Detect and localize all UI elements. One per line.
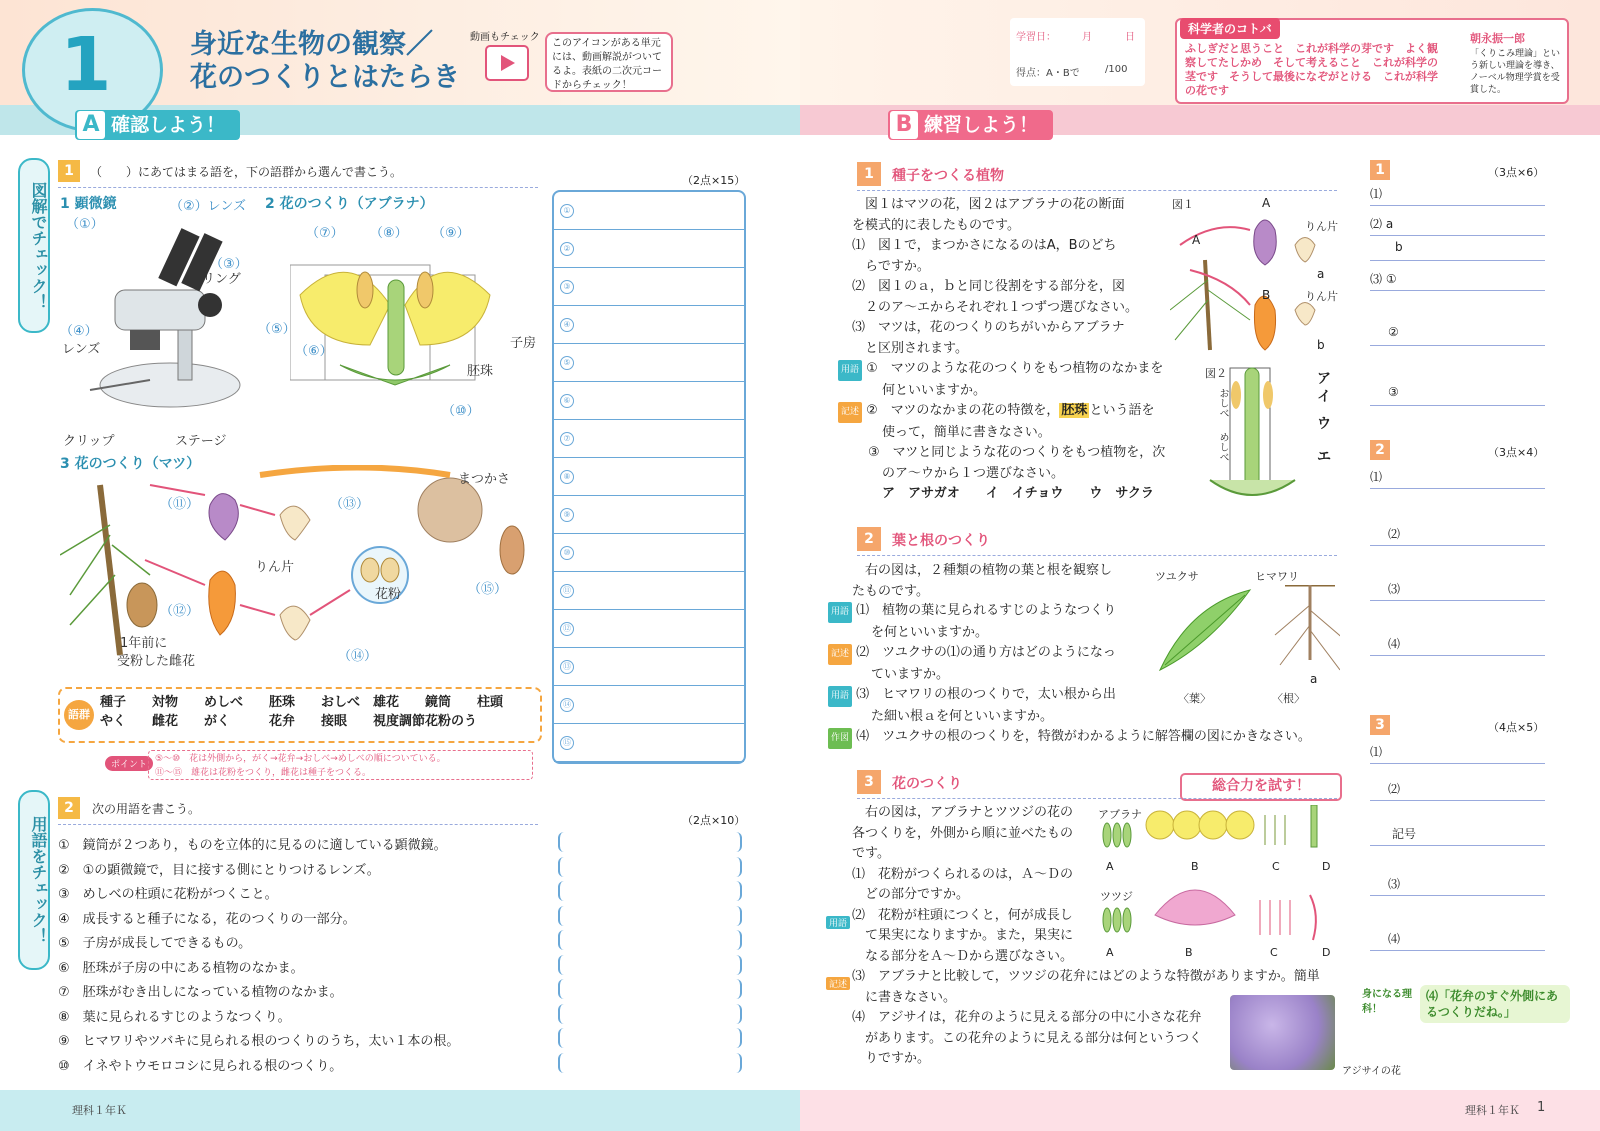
flower-parts-illustration — [1095, 805, 1335, 955]
answer-bracket[interactable] — [558, 832, 742, 852]
answer-row[interactable] — [554, 610, 744, 648]
b-q2-line: 右の図は，２種類の植物の葉と根を観察し — [852, 563, 1113, 578]
label-scale: りん片 — [255, 560, 295, 575]
answer-row[interactable] — [554, 420, 744, 458]
title-line-2: 花のつくりとはたらき — [190, 62, 460, 93]
label-15: （⑮） — [468, 582, 508, 597]
b-q1-choices: ア アサガオ イ イチョウ ウ サクラ — [882, 486, 1154, 501]
hint-tag: 身になる理科！ — [1362, 989, 1412, 1015]
term-question-text: ⑥ 胚珠が子房の中にある植物のなかま。 — [58, 960, 304, 976]
tag-term: 用語 — [838, 360, 862, 381]
b-q1-line: ⑶ マツは，花のつくりのちがいからアブラナ — [852, 320, 1125, 335]
word-bank-item: おしべ — [321, 695, 361, 710]
fig-label-pistil: めしべ — [1217, 432, 1228, 462]
answer-bracket[interactable] — [558, 930, 742, 950]
title-line-1: 身近な生物の観察／ — [190, 29, 433, 60]
term-question-text: ⑤ 子房が成長してできるもの。 — [58, 936, 252, 951]
date-score-box — [1010, 18, 1145, 86]
a-q2-text: 次の用語を書こう。 — [92, 802, 201, 816]
b-q1-line: と区別されます。 — [852, 340, 968, 356]
side-label-terms: 用語をチェック！ — [18, 790, 50, 970]
word-bank-item: 種子 — [100, 695, 127, 710]
word-bank-item: 接眼 — [321, 714, 348, 729]
answer-row-number: ⑤ — [560, 356, 574, 370]
term-question-text: ⑦ 胚珠がむき出しになっている植物のなかま。 — [58, 985, 343, 1000]
answer-line[interactable] — [1370, 290, 1545, 291]
fig3-title: 3 花のつくり（マツ） — [60, 456, 201, 472]
answer-line[interactable] — [1370, 845, 1545, 846]
answer-bracket[interactable] — [558, 1004, 742, 1024]
fig-label-a-kana: ア — [1317, 371, 1331, 387]
b-q2-item3: ⑶ ヒマワリの根のつくりで，太い根から出 — [856, 687, 1116, 702]
word-bank-list — [100, 693, 530, 731]
answer-row-label: ⑵ a — [1370, 217, 1394, 231]
answer-line[interactable] — [1370, 600, 1545, 601]
video-note: このアイコンがある単元には、動画解説がついてるよ。表紙の二次元コードからチェック！ — [545, 32, 673, 92]
b-q1-sub3b: のア～ウから１つ選びなさい。 — [882, 465, 1065, 481]
label-2: （②）レンズ — [170, 199, 246, 214]
footer-right: 理科１年Ｋ — [1465, 1104, 1520, 1117]
b-q1-sub1: ① マツのような花のつくりをもつ植物のなかまを — [866, 361, 1164, 376]
tag-term: 用語 — [828, 602, 852, 623]
b-q2-item4: ⑷ ツユクサの根のつくりを，特徴がわかるように解答欄の図にかきなさい。 — [856, 729, 1311, 744]
scientist-quote: ふしぎだと思うこと これが科学の芽です よく観察してたしかめ そして考えること これが科学の茎です そうして最後になぞがとける これが科学の花です — [1185, 42, 1438, 97]
answer-row-number: ⑦ — [560, 432, 574, 446]
answer-line[interactable] — [1370, 763, 1545, 764]
answer-bracket[interactable] — [558, 979, 742, 999]
answer-row[interactable] — [554, 534, 744, 572]
word-bank-tag: 語群 — [64, 700, 94, 730]
b-q1-sub2c: 使って，簡単に書きなさい。 — [882, 424, 1051, 440]
section-b-tab — [888, 110, 1053, 140]
label-13: （⑬） — [330, 497, 370, 512]
term-question-text: ② ①の顕微鏡で，目に接する側にとりつけるレンズ。 — [58, 862, 380, 878]
fig-root-caption: 〈根〉 — [1272, 692, 1305, 705]
fig-label-A: A — [1262, 196, 1271, 210]
hydrangea-caption: アジサイの花 — [1342, 1066, 1401, 1077]
answer-line[interactable] — [1370, 545, 1545, 546]
word-bank-item: 視度調節 — [373, 714, 426, 729]
b-q3-line: ⑷ アジサイは，花弁のように見える部分の中に小さな花弁 — [852, 1010, 1202, 1025]
b-q3-line: なる部分をＡ～Ｄから選びなさい。 — [852, 948, 1074, 964]
b-q2-line: たものです。 — [852, 583, 929, 599]
tag-term: 用語 — [826, 916, 850, 929]
fig-q3-C1: C — [1272, 860, 1280, 873]
b-q1-sub2a: ② マツのなかまの花の特徴を， — [866, 403, 1060, 418]
answer-row[interactable] — [554, 724, 744, 762]
answer-bracket[interactable] — [558, 906, 742, 926]
day-label: 日 — [1125, 32, 1135, 43]
term-question-row — [58, 1030, 459, 1049]
answer-line[interactable] — [1370, 405, 1545, 406]
fig1-title: 1 顕微鏡 — [60, 196, 117, 212]
tag-write: 記述 — [826, 977, 850, 990]
fig-q3-B2: B — [1185, 946, 1193, 959]
label-clip: クリップ — [63, 434, 115, 449]
answer-row-label: ② — [1388, 325, 1399, 339]
fig-q3-A1: A — [1106, 860, 1114, 873]
label-cone: まつかさ — [458, 472, 511, 487]
scientist-desc: 「くりこみ理論」という新しい理論を導き、ノーベル物理学賞を受賞した。 — [1470, 49, 1561, 95]
answer-box-a1 — [552, 190, 746, 764]
rapeseed-flower-illustration — [290, 235, 510, 405]
fig-tsutsuji: ツツジ — [1100, 890, 1133, 903]
answer-row-label: ③ — [1388, 385, 1399, 399]
answer-row-label: ⑶ — [1388, 877, 1401, 891]
label-5: （⑤） — [258, 322, 296, 337]
tab-label-b: 練習しよう！ — [924, 114, 1039, 136]
divider — [857, 798, 1337, 799]
point-note — [148, 750, 533, 780]
fig2-title: 2 花のつくり（アブラナ） — [265, 196, 434, 212]
fig-label-b: b — [1317, 338, 1325, 352]
b-q1-sub — [838, 359, 1178, 505]
unit-number: 1 — [60, 22, 112, 108]
page-title — [190, 28, 460, 94]
term-question-text: ⑨ ヒマワリやツバキに見られる根のつくりのうち，太い１本の根。 — [58, 1034, 460, 1049]
tag-write: 記述 — [828, 644, 852, 665]
tag-term-q3 — [826, 915, 850, 930]
fig-label-stamen: おしべ — [1217, 388, 1228, 418]
divider — [58, 824, 538, 825]
word-bank-item: 対物 — [152, 695, 179, 710]
b-q3-line: 各つくりを，外側から順に並べたもの — [852, 825, 1074, 841]
hint-bubble: ⑷「花弁のすぐ外側にあるつくりだね。」 — [1420, 985, 1570, 1023]
word-bank-item: 雌花 — [152, 714, 179, 729]
a-q1-number: 1 — [58, 160, 80, 182]
answer-row-label: ⑴ — [1370, 470, 1383, 484]
side-label-diagram: 図解でチェック！ — [18, 158, 50, 333]
term-question-text: ⑧ 葉に見られるすじのようなつくり。 — [58, 1009, 291, 1025]
fig-q3-C2: C — [1270, 946, 1278, 959]
term-question-text: ⑩ イネやトウモロコシに見られる根のつくり。 — [58, 1058, 343, 1074]
play-icon[interactable] — [485, 45, 529, 81]
answer-bracket[interactable] — [558, 1028, 742, 1048]
divider — [58, 187, 538, 188]
label-ovary: 子房 — [510, 336, 537, 351]
answer-row[interactable] — [554, 230, 744, 268]
label-7: （⑦） — [306, 226, 344, 241]
pine-rapeseed-diagram — [1170, 200, 1340, 520]
fig2-label: 図２ — [1205, 367, 1227, 380]
tab-letter-a: A — [77, 111, 105, 139]
fig-q3-B1: B — [1191, 860, 1199, 873]
b-q3-line: です。 — [852, 846, 890, 861]
point-line-1: ⑤～⑩ 花は外側から，がく→花弁→おしべ→めしべの順についている。 — [155, 754, 446, 764]
term-question-text: ③ めしべの柱頭に花粉がつくこと。 — [58, 887, 278, 902]
word-bank-item: 雄花 — [373, 695, 400, 710]
sogo-badge: 総合力を試す！ — [1180, 773, 1342, 801]
answer-row-label: ⑶ — [1388, 582, 1401, 596]
label-lens: レンズ — [62, 342, 101, 357]
b-q1-line: ⑴ 図１で，まつかさになるのはA，Bのどち — [852, 238, 1117, 253]
month-label: 月 — [1082, 32, 1092, 43]
date-label: 学習日： — [1016, 32, 1056, 43]
answer-row-number: ⑬ — [560, 660, 574, 674]
label-14: （⑭） — [338, 649, 378, 664]
fig-label-a: a — [1317, 267, 1325, 281]
tab-label-a: 確認しよう！ — [111, 114, 226, 136]
fig-q3-D2: D — [1322, 946, 1331, 959]
answer-row-number: ⑭ — [560, 698, 574, 712]
word-bank-item: 胚珠 — [269, 695, 296, 710]
b-q2-item1b: を何といいますか。 — [858, 624, 989, 640]
answer-line[interactable] — [1370, 205, 1545, 206]
answer-row-number: ⑪ — [560, 584, 574, 598]
word-bank-item: 鏡筒 — [425, 695, 452, 710]
b-q1-highlight: 胚珠 — [1061, 403, 1088, 418]
term-question-text: ① 鏡筒が２つあり，ものを立体的に見るのに適している顕微鏡。 — [58, 838, 447, 853]
answer-row-number: ⑩ — [560, 546, 574, 560]
answer-bracket[interactable] — [558, 1053, 742, 1073]
tag-write-q3 — [826, 976, 850, 991]
b-q3-line: があります。この花弁のように見える部分は何というつく — [852, 1030, 1202, 1046]
answer-column-b — [1370, 160, 1570, 1080]
b-q2-body — [852, 561, 1152, 602]
label-12: （⑫） — [160, 604, 200, 619]
b-q2-item1: ⑴ 植物の葉に見られるすじのようなつくり — [856, 603, 1117, 618]
answer-row-label: ⑷ — [1388, 932, 1401, 946]
tag-write: 記述 — [838, 402, 862, 423]
fig-label-A2: A — [1192, 233, 1201, 247]
term-question-row — [58, 1055, 342, 1074]
label-ring: リング — [202, 272, 241, 287]
label-6: （⑥） — [295, 344, 333, 359]
label-pollinated: 受粉した雌花 — [117, 654, 196, 669]
b-q1-line: ⑵ 図１のａ，ｂと同じ役割をする部分を，図 — [852, 279, 1126, 294]
answer-row[interactable] — [554, 268, 744, 306]
b-q1-number: 1 — [857, 162, 881, 186]
b-q3-line: に書きなさい。 — [852, 989, 957, 1005]
answer-section-number: 1 — [1370, 160, 1390, 180]
divider — [857, 555, 1337, 556]
answer-row-number: ⑨ — [560, 508, 574, 522]
tag-draw: 作図 — [828, 728, 852, 749]
word-bank-item: めしべ — [204, 695, 244, 710]
point-line-2: ⑪～⑮ 雄花は花粉をつくり，雌花は種子をつくる。 — [155, 768, 372, 778]
answer-section-points: （3点×4） — [1488, 446, 1545, 459]
answer-row-label: ⑵ — [1388, 782, 1401, 796]
answer-row[interactable] — [554, 458, 744, 496]
answer-line[interactable] — [1370, 345, 1545, 346]
answer-row[interactable] — [554, 572, 744, 610]
label-ovule: 胚珠 — [467, 364, 494, 379]
label-stage: ステージ — [175, 434, 227, 449]
fig-label-u-kana: ウ — [1317, 416, 1331, 432]
fig-label-B: B — [1262, 288, 1271, 302]
b-q3-line: ⑶ アブラナと比較して，ツツジの花弁にはどのような特徴がありますか。簡単 — [852, 969, 1320, 984]
label-4: （④） — [60, 324, 98, 339]
b-q1-body — [852, 195, 1172, 359]
answer-row[interactable] — [554, 648, 744, 686]
a-q1-text: （ ）にあてはまる語を，下の語群から選んで書こう。 — [90, 165, 403, 179]
word-bank-item: 花粉のう — [425, 714, 478, 729]
b-q1-line: を模式的に表したものです。 — [852, 217, 1020, 233]
answer-row[interactable] — [554, 496, 744, 534]
b-q3-title: 花のつくり — [892, 776, 962, 792]
word-bank-item: がく — [204, 714, 231, 729]
answer-row-number: ① — [560, 204, 574, 218]
b-q3-line: ⑴ 花粉がつくられるのは，Ａ～Ｄの — [852, 866, 1074, 882]
answer-row-number: ② — [560, 242, 574, 256]
score-total: /100 — [1105, 64, 1128, 75]
scientist-box-title: 科学者のコトバ — [1180, 18, 1280, 39]
answer-line[interactable] — [1370, 950, 1545, 951]
fig-label-scale2: りん片 — [1305, 290, 1338, 303]
answer-row[interactable] — [554, 344, 744, 382]
divider — [857, 190, 1337, 191]
answer-line[interactable] — [1370, 895, 1545, 896]
b-q2-item3b: た細い根ａを何といいますか。 — [858, 708, 1054, 724]
hydrangea-photo — [1230, 995, 1335, 1070]
answer-line[interactable] — [1370, 235, 1545, 236]
fig-leaf-caption: 〈葉〉 — [1178, 692, 1211, 705]
answer-row-number: ⑧ — [560, 470, 574, 484]
b-q1-sub2b: という語を — [1089, 403, 1155, 418]
fig-tsuyukusa: ツユクサ — [1155, 570, 1199, 583]
answer-section-number: 3 — [1370, 715, 1390, 735]
point-tag: ポイント — [105, 756, 153, 771]
b-q2-item2: ⑵ ツユクサの⑴の通り方はどのようになっ — [856, 645, 1116, 660]
b-q3-line: て果実になりますか。また，果実に — [852, 928, 1074, 943]
footer-left: 理科１年Ｋ — [72, 1104, 127, 1117]
answer-row-label: ⑶ ① — [1370, 272, 1397, 286]
b-q2-number: 2 — [857, 527, 881, 551]
b-q2-title: 葉と根のつくり — [892, 533, 990, 549]
b-q1-line: ２のア～エからそれぞれ１つずつ選びなさい。 — [852, 299, 1139, 315]
word-bank-item: やく — [100, 714, 127, 729]
answer-row-label: ⑴ — [1370, 745, 1383, 759]
answer-line[interactable] — [1370, 488, 1545, 489]
a-q2-number: 2 — [58, 797, 80, 819]
term-question-row — [58, 859, 380, 878]
b-q3-number: 3 — [857, 770, 881, 794]
answer-row-label: b — [1395, 240, 1403, 254]
term-question-row — [58, 883, 278, 902]
section-a-tab — [75, 110, 240, 140]
label-9: （⑨） — [432, 226, 470, 241]
answer-row-label: ⑵ — [1388, 527, 1401, 541]
b-q2-item2b: ていますか。 — [858, 666, 950, 682]
fig1-label: 図１ — [1172, 198, 1194, 211]
fig-label-i-kana: イ — [1317, 389, 1331, 405]
answer-row-label: ⑴ — [1370, 187, 1383, 201]
term-question-row — [58, 908, 356, 927]
answer-bracket[interactable] — [558, 955, 742, 975]
answer-row-number: ③ — [560, 280, 574, 294]
term-question-row — [58, 1006, 291, 1025]
b-q3-line: 右の図は，アブラナとツツジの花の — [852, 805, 1074, 820]
answer-row-number: ⑮ — [560, 736, 574, 750]
answer-row[interactable] — [554, 306, 744, 344]
video-tag: 動画もチェック — [470, 32, 540, 43]
label-pollen: 花粉 — [375, 587, 402, 602]
answer-line[interactable] — [1370, 655, 1545, 656]
answer-row[interactable] — [554, 686, 744, 724]
fig-q3-D1: D — [1322, 860, 1331, 873]
b-q1-title: 種子をつくる植物 — [892, 168, 1004, 184]
word-bank-item: 柱頭 — [477, 695, 504, 710]
term-question-text: ④ 成長すると種子になる，花のつくりの一部分。 — [58, 911, 356, 927]
answer-section-points: （3点×6） — [1488, 166, 1545, 179]
b-q3-line: どの部分ですか。 — [852, 887, 970, 902]
fig-label-scale1: りん片 — [1305, 220, 1338, 233]
b-q3-line: ⑵ 花粉が柱頭につくと，何が成長し — [852, 907, 1073, 923]
answer-row-number: ⑫ — [560, 622, 574, 636]
term-question-row — [58, 981, 343, 1000]
tab-letter-b: B — [890, 111, 918, 139]
answer-row-label: 記号 — [1392, 827, 1417, 841]
label-11: （⑪） — [160, 497, 200, 512]
tag-term: 用語 — [828, 686, 852, 707]
answer-section-points: （4点×5） — [1488, 721, 1545, 734]
answer-section-number: 2 — [1370, 440, 1390, 460]
score-label: 得点：A・Bで — [1016, 68, 1080, 79]
term-question-row — [58, 834, 447, 853]
answer-row-label: ⑷ — [1388, 637, 1401, 651]
answer-row-number: ⑥ — [560, 394, 574, 408]
answer-line[interactable] — [1370, 260, 1545, 261]
label-3: （③） — [210, 257, 248, 272]
b-q1-sub1b: 何といいますか。 — [882, 382, 987, 398]
a-q2-points: （2点×10） — [682, 814, 746, 827]
fig-label-e-kana: エ — [1317, 449, 1331, 465]
answer-bracket[interactable] — [558, 857, 742, 877]
answer-row-number: ④ — [560, 318, 574, 332]
b-q1-line: 図１はマツの花，図２はアブラナの花の断面 — [852, 197, 1125, 212]
b-q3-line: りですか。 — [852, 1051, 931, 1066]
word-bank-item: 花弁 — [269, 714, 296, 729]
answer-bracket[interactable] — [558, 881, 742, 901]
answer-row[interactable] — [554, 192, 744, 230]
label-8: （⑧） — [370, 226, 408, 241]
fig-root-a: a — [1310, 672, 1318, 686]
fig-himawari: ヒマワリ — [1255, 570, 1299, 583]
fig-q3-A2: A — [1106, 946, 1114, 959]
label-10: （⑩） — [442, 404, 480, 419]
term-question-row — [58, 957, 304, 976]
scientist-name: 朝永振一郎 — [1470, 32, 1525, 45]
answer-row[interactable] — [554, 382, 744, 420]
term-question-row — [58, 932, 251, 951]
answer-line[interactable] — [1370, 800, 1545, 801]
fig-abrana: アブラナ — [1098, 808, 1142, 821]
b-q1-line: らですか。 — [852, 258, 930, 274]
label-1: （①） — [66, 217, 104, 232]
b-q1-sub3: ③ マツと同じような花のつくりをもつ植物を，次 — [868, 445, 1166, 460]
label-last-year: 1年前に — [120, 636, 168, 651]
a-q1-points: （2点×15） — [682, 174, 746, 187]
page-number: 1 — [1537, 1100, 1546, 1115]
